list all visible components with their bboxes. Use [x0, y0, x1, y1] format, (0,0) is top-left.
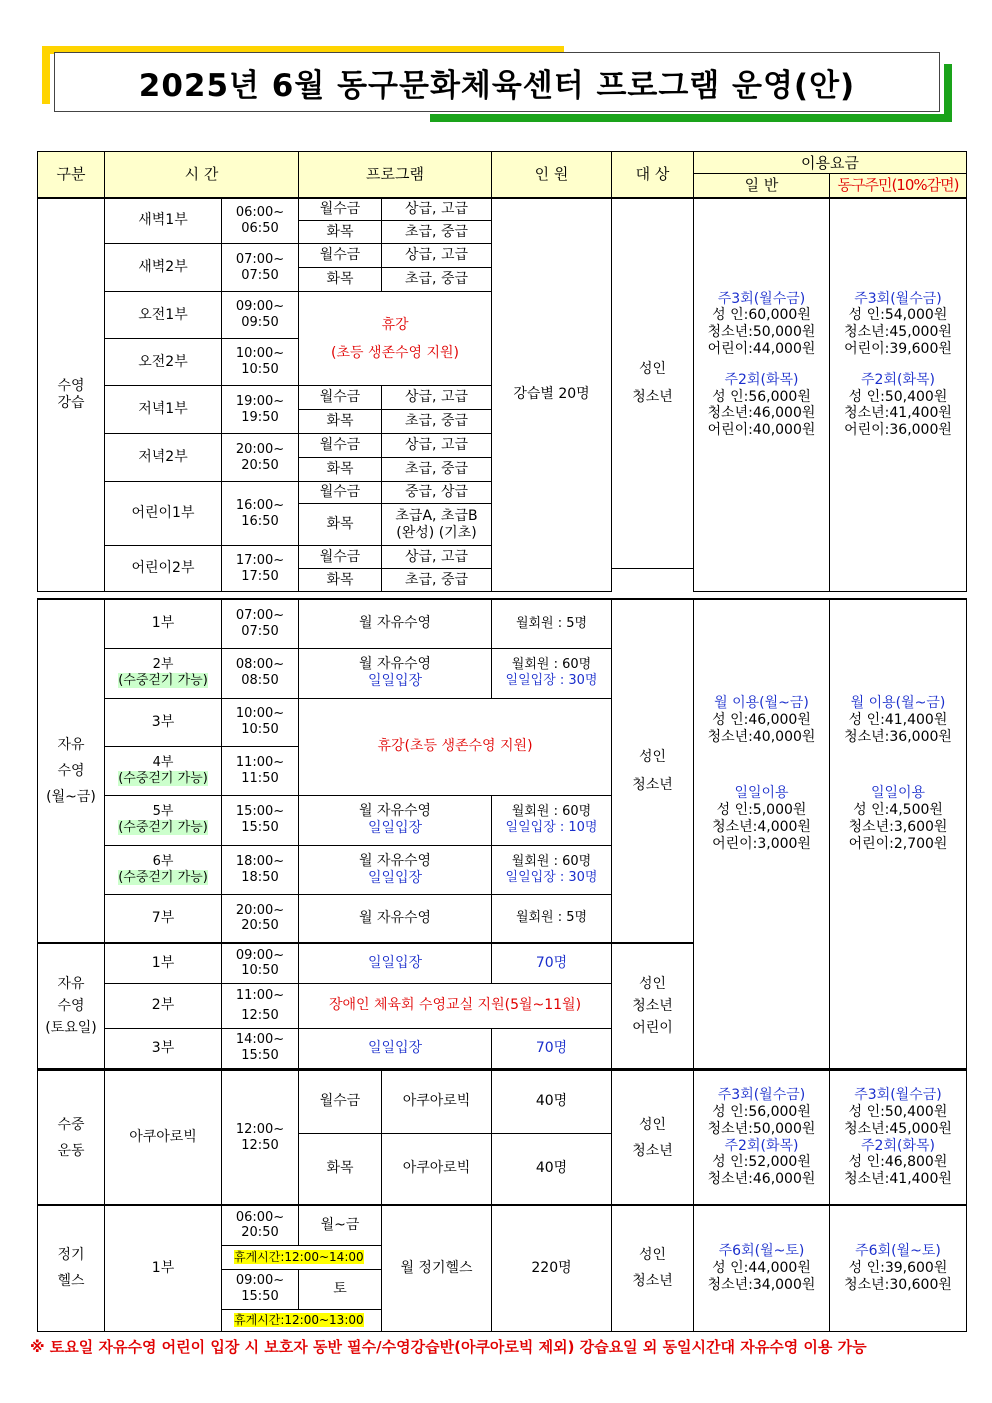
session-capacity-daily: 일일입장 : 30명	[505, 673, 598, 688]
session-name: 오전2부	[105, 339, 222, 386]
lesson-capacity: 강습별 20명	[492, 198, 612, 592]
fee-line: 성 인:56,000원	[712, 388, 811, 405]
session-name-cell	[105, 795, 222, 845]
aqua-days: 화목	[299, 1133, 382, 1205]
session-name: 6부	[152, 853, 174, 869]
class-days: 월수금	[299, 386, 382, 410]
fee-line: 성 인:54,000원	[848, 307, 948, 324]
session-capacity: 월회원 : 60명	[511, 853, 592, 869]
session-name: 오전1부	[105, 292, 222, 339]
session-program: 월 자유수영	[358, 852, 432, 869]
aqua-capacity: 40명	[492, 1070, 612, 1133]
class-levels: 초급, 중급	[382, 268, 492, 292]
session-program-daily: 일일입장	[367, 820, 423, 836]
fee-line: 주3회(월수금)	[854, 290, 942, 307]
category-health: 정기 헬스	[38, 1205, 105, 1331]
session-capacity: 월회원 : 5명	[492, 599, 612, 648]
health-break-saturday: 휴게시간:12:00~13:00	[234, 1312, 364, 1327]
fee-line: 청소년:45,000원	[844, 1120, 952, 1137]
session-capacity: 70명	[492, 943, 612, 983]
session-name: 2부	[105, 983, 222, 1028]
health-break-saturday-cell	[222, 1309, 382, 1331]
fee-line: 청소년:50,000원	[707, 1120, 816, 1137]
fee-line: 어린이:2,700원	[848, 835, 948, 852]
session-name-cell	[105, 648, 222, 698]
schedule-table-bottom	[37, 1069, 967, 1332]
fee-line: 성 인:60,000원	[712, 307, 811, 324]
fee-line: 주2회(화목)	[861, 371, 935, 388]
session-time: 17:00~ 17:50	[222, 546, 299, 592]
aqua-program: 아쿠아로빅	[382, 1070, 492, 1133]
class-levels: 중급, 상급	[382, 482, 492, 504]
session-capacity: 월회원 : 5명	[492, 894, 612, 943]
fee-line: 월 이용(월~금)	[714, 694, 809, 711]
fee-line: 성 인:46,000원	[712, 711, 811, 728]
class-days: 월수금	[299, 244, 382, 268]
free-swim-rest-notice: 휴강(초등 생존수영 지원)	[299, 698, 612, 795]
session-time: 06:00~ 06:50	[222, 198, 299, 244]
aqua-walk-note: (수중걷기 가능)	[118, 673, 208, 688]
header-time: 시 간	[105, 152, 299, 198]
health-break-weekday: 휴게시간:12:00~14:00	[234, 1249, 364, 1264]
fee-line: 청소년:4,000원	[712, 818, 811, 835]
fee-line: 주3회(월수금)	[717, 290, 806, 307]
session-capacity-daily: 일일입장 : 10명	[505, 820, 598, 835]
session-name: 어린이2부	[105, 546, 222, 592]
health-time-saturday: 09:00~ 15:50	[222, 1269, 299, 1309]
class-levels: 초급, 중급	[382, 221, 492, 244]
session-program: 월 자유수영	[299, 599, 492, 648]
class-days: 월수금	[299, 198, 382, 221]
session-time: 11:00~ 11:50	[222, 746, 299, 795]
session-name: 새벽2부	[105, 244, 222, 292]
class-levels: 초급, 중급	[382, 458, 492, 482]
class-days: 월수금	[299, 482, 382, 504]
class-levels: 상급, 고급	[382, 198, 492, 221]
fee-line: 주2회(화목)	[724, 1137, 799, 1154]
class-levels: 상급, 고급	[382, 434, 492, 458]
session-program-cell	[299, 648, 492, 698]
fee-line: 청소년:40,000원	[707, 728, 816, 745]
fee-line: 청소년:45,000원	[844, 324, 952, 341]
class-levels: 초급, 중급	[382, 569, 492, 592]
session-capacity-cell	[492, 845, 612, 894]
health-fee-resident	[830, 1205, 967, 1331]
session-time: 10:00~ 10:50	[222, 698, 299, 746]
session-time: 11:00~ 12:50	[222, 983, 299, 1028]
saturday-target: 성인 청소년 어린이	[612, 943, 694, 1068]
health-time-weekday: 06:00~ 20:50	[222, 1205, 299, 1245]
session-time: 07:00~ 07:50	[222, 244, 299, 292]
fee-line: 어린이:39,600원	[844, 340, 952, 357]
session-program: 월 자유수영	[358, 656, 432, 673]
class-days: 화목	[299, 221, 382, 244]
session-time: 20:00~ 20:50	[222, 434, 299, 482]
class-levels: 상급, 고급	[382, 546, 492, 569]
session-name: 4부	[152, 754, 174, 770]
aqua-walk-note: (수중걷기 가능)	[118, 869, 208, 885]
title-accent-green-bottom	[430, 114, 952, 122]
header-fee-general: 일 반	[694, 174, 830, 198]
session-time: 18:00~ 18:50	[222, 845, 299, 894]
schedule-table-lower	[37, 598, 967, 1069]
session-name: 저녁1부	[105, 386, 222, 434]
fee-line: 월 이용(월~금)	[850, 694, 946, 711]
title-frame	[40, 42, 952, 128]
free-swim-fee-general	[694, 599, 830, 1068]
session-name: 1부	[105, 599, 222, 648]
fee-line: 어린이:3,000원	[712, 835, 811, 852]
health-target: 성인 청소년	[612, 1205, 694, 1331]
session-program: 일일입장	[299, 1028, 492, 1068]
session-time: 19:00~ 19:50	[222, 386, 299, 434]
header-program: 프로그램	[299, 152, 492, 198]
aqua-capacity: 40명	[492, 1133, 612, 1205]
category-swim-lessons: 수영 강습	[38, 198, 105, 592]
fee-line: 성 인:4,500원	[853, 802, 943, 819]
fee-line: 청소년:3,600원	[848, 818, 948, 835]
aqua-time: 12:00~ 12:50	[222, 1070, 299, 1205]
aqua-program: 아쿠아로빅	[382, 1133, 492, 1205]
category-free-swim-saturday: 자유 수영 (토요일)	[38, 943, 105, 1068]
session-capacity: 월회원 : 60명	[511, 804, 592, 820]
session-name: 새벽1부	[105, 198, 222, 244]
health-program: 월 정기헬스	[382, 1205, 492, 1331]
fee-line: 청소년:46,000원	[707, 1171, 816, 1188]
session-program: 월 자유수영	[299, 894, 492, 943]
session-name-cell	[105, 845, 222, 894]
aqua-days: 월수금	[299, 1070, 382, 1133]
aqua-fee-resident	[830, 1070, 967, 1205]
fee-line: 어린이:36,000원	[844, 422, 952, 439]
class-levels: 상급, 고급	[382, 244, 492, 268]
session-program: 월 자유수영	[358, 803, 432, 820]
fee-line: 성 인:50,400원	[848, 1103, 948, 1120]
session-time: 09:00~ 10:50	[222, 943, 299, 983]
session-capacity-cell	[492, 795, 612, 845]
fee-line: 청소년:41,400원	[844, 405, 952, 422]
footnote: ※ 토요일 자유수영 어린이 입장 시 보호자 동반 필수/수영강습반(아쿠아로빅 제외) 강습요일 외 동일시간대 자유수영 이용 가능	[30, 1338, 867, 1356]
fee-line: 성 인:39,600원	[848, 1259, 948, 1276]
class-days: 월수금	[299, 546, 382, 569]
lesson-target-adult: 성인 청소년	[612, 198, 694, 569]
session-name-cell	[105, 746, 222, 795]
fee-line: 성 인:5,000원	[716, 802, 807, 819]
health-day-weekday: 월~금	[299, 1205, 382, 1245]
class-days: 화목	[299, 410, 382, 434]
session-time: 08:00~ 08:50	[222, 648, 299, 698]
health-fee-general	[694, 1205, 830, 1331]
session-time: 20:00~ 20:50	[222, 894, 299, 943]
class-levels: 상급, 고급	[382, 386, 492, 410]
session-program-daily: 일일입장	[367, 869, 423, 886]
session-time: 07:00~ 07:50	[222, 599, 299, 648]
fee-line: 성 인:44,000원	[712, 1259, 811, 1276]
session-name: 2부	[152, 657, 174, 673]
header-target: 대 상	[612, 152, 694, 198]
session-program-daily: 일일입장	[367, 673, 423, 689]
fee-line: 주3회(월수금)	[854, 1087, 942, 1104]
aqua-name: 아쿠아로빅	[105, 1070, 222, 1205]
class-days: 화목	[299, 504, 382, 546]
aqua-fee-general	[694, 1070, 830, 1205]
session-name: 7부	[105, 894, 222, 943]
fee-line: 어린이:44,000원	[707, 340, 816, 357]
category-free-swim-weekday: 자유 수영 (월~금)	[38, 599, 105, 943]
fee-line: 성 인:41,400원	[848, 711, 948, 728]
free-swim-target: 성인 청소년	[612, 599, 694, 943]
fee-line: 청소년:41,400원	[844, 1171, 952, 1188]
session-time: 09:00~ 09:50	[222, 292, 299, 339]
class-days: 화목	[299, 569, 382, 592]
session-name: 5부	[152, 804, 174, 820]
fee-line: 주2회(화목)	[724, 371, 799, 388]
health-day-saturday: 토	[299, 1269, 382, 1309]
health-capacity: 220명	[492, 1205, 612, 1331]
session-program-cell	[299, 795, 492, 845]
session-time: 14:00~ 15:50	[222, 1028, 299, 1068]
header-category: 구분	[38, 152, 105, 198]
fee-line: 주2회(화목)	[861, 1137, 935, 1154]
fee-line: 성 인:52,000원	[712, 1154, 811, 1171]
fee-line: 주6회(월~토)	[718, 1243, 805, 1260]
fee-line: 성 인:50,400원	[848, 388, 948, 405]
session-program: 일일입장	[299, 943, 492, 983]
fee-line: 청소년:46,000원	[707, 405, 816, 422]
fee-line: 일일이용	[734, 785, 789, 802]
header-fee-resident: 동구주민(10%감면)	[830, 174, 967, 198]
session-name: 3부	[105, 698, 222, 746]
session-name: 1부	[105, 943, 222, 983]
aqua-target: 성인 청소년	[612, 1070, 694, 1205]
class-levels: 초급, 중급	[382, 410, 492, 434]
session-capacity: 70명	[492, 1028, 612, 1068]
fee-line: 어린이:40,000원	[707, 422, 816, 439]
health-break-weekday-cell	[222, 1245, 382, 1269]
session-capacity: 월회원 : 60명	[511, 657, 592, 673]
lesson-rest-notice: 휴강 (초등 생존수영 지원)	[299, 292, 492, 386]
session-name: 어린이1부	[105, 482, 222, 546]
title-accent-green-right	[944, 64, 952, 122]
class-levels: 초급A, 초급B (완성) (기초)	[382, 504, 492, 546]
session-program-support: 장애인 체육회 수영교실 지원(5월~11월)	[299, 983, 612, 1028]
fee-line: 주6회(월~토)	[855, 1243, 941, 1260]
fee-line: 일일이용	[870, 785, 926, 802]
fee-line: 청소년:30,600원	[844, 1276, 952, 1293]
session-capacity-daily: 일일입장 : 30명	[505, 869, 598, 885]
session-program-cell	[299, 845, 492, 894]
free-swim-fee-resident	[830, 599, 967, 1068]
class-days: 화목	[299, 458, 382, 482]
aqua-walk-note: (수중걷기 가능)	[118, 770, 208, 786]
title-accent-yellow-left	[42, 46, 50, 104]
fee-line: 청소년:36,000원	[844, 728, 952, 745]
health-name: 1부	[105, 1205, 222, 1331]
session-time: 16:00~ 16:50	[222, 482, 299, 546]
aqua-walk-note: (수중걷기 가능)	[118, 820, 208, 835]
fee-line: 청소년:34,000원	[707, 1276, 816, 1293]
page-title: 2025년 6월 동구문화체육센터 프로그램 운영(안)	[54, 52, 940, 112]
session-capacity-cell	[492, 648, 612, 698]
fee-line: 성 인:46,800원	[848, 1154, 948, 1171]
fee-line: 주3회(월수금)	[717, 1087, 806, 1104]
header-fee: 이용요금	[694, 152, 967, 174]
class-days: 화목	[299, 268, 382, 292]
lesson-fee-general	[694, 198, 830, 592]
header-capacity: 인 원	[492, 152, 612, 198]
session-name: 저녁2부	[105, 434, 222, 482]
session-name: 3부	[105, 1028, 222, 1068]
class-days: 월수금	[299, 434, 382, 458]
category-aqua: 수중 운동	[38, 1070, 105, 1205]
session-time: 10:00~ 10:50	[222, 339, 299, 386]
lesson-fee-resident	[830, 198, 967, 592]
fee-line: 청소년:50,000원	[707, 324, 816, 341]
session-time: 15:00~ 15:50	[222, 795, 299, 845]
schedule-table	[37, 151, 967, 592]
fee-line: 성 인:56,000원	[712, 1103, 811, 1120]
